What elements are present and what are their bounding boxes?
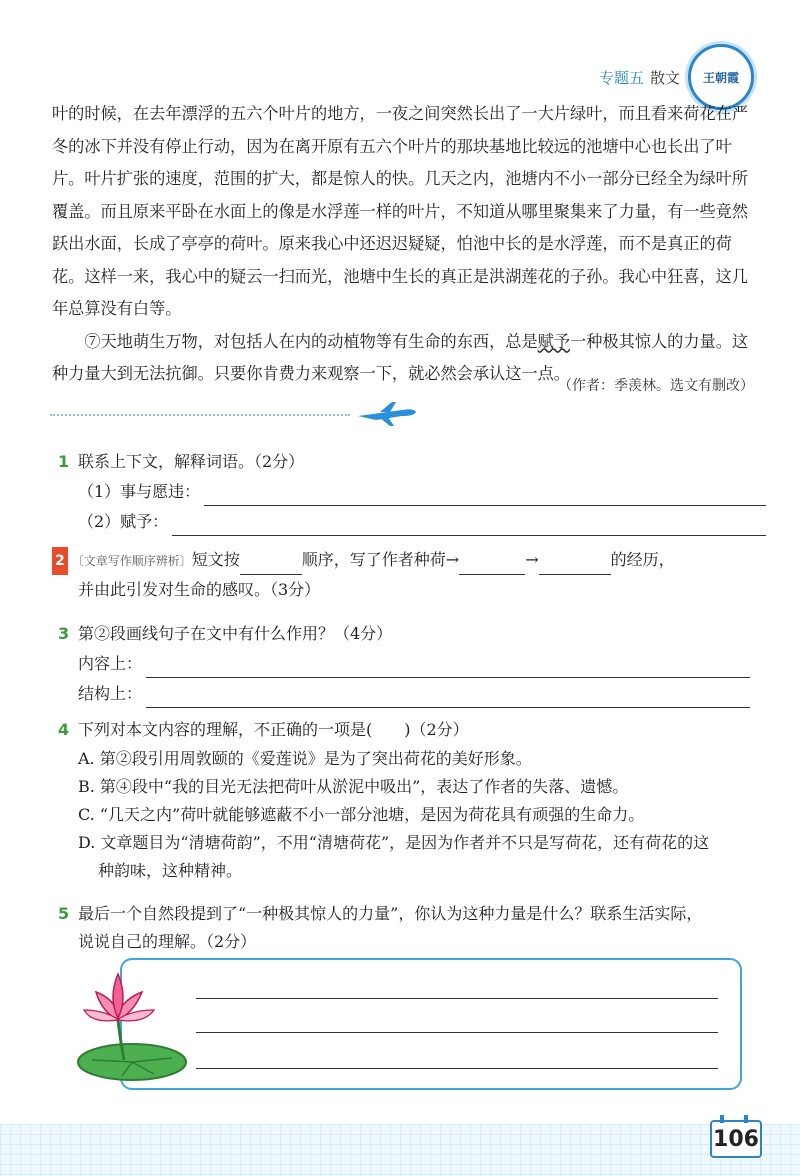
q1-text: 联系上下文，解释词语。（2分） (78, 452, 305, 471)
q5-answer-line-1[interactable] (196, 998, 718, 999)
q4-option-d-cont: 种韵味，这种精神。 (98, 861, 243, 880)
q1a-blank[interactable] (204, 485, 766, 506)
p7-text-a: ⑦天地萌生万物，对包括人在内的动植物等有生命的东西，总是 (84, 331, 538, 351)
p7-text-b: 一种极其惊人的力量。这种力量大到无法抗御。只要你肯费力来观察一下，就必然会承认这一点。 (52, 331, 749, 383)
logo-text: 王朝霞 (702, 70, 739, 85)
q3-number: 3 (58, 624, 70, 643)
q3-answer-structure (78, 680, 750, 708)
question-1 (58, 448, 304, 476)
q4-option-d[interactable]: D. 文章题目为“清塘荷韵”，不用“清塘荷花”，是因为作者并不只是写荷花，还有荷花的这 (78, 833, 710, 852)
q3b-label: 结构上： (78, 684, 143, 703)
q5-number: 5 (58, 904, 70, 923)
topic-number: 专题五 (598, 68, 644, 87)
q4-option-a[interactable]: A. 第②段引用周敦颐的《爱莲说》是为了突出荷花的美好形象。 (78, 749, 532, 768)
q2-tag: 〔文章写作顺序辨析〕 (71, 554, 192, 568)
q1b-blank[interactable] (172, 515, 766, 536)
topic-label (599, 67, 680, 88)
q3a-label: 内容上： (78, 654, 143, 673)
lotus-illustration-icon (62, 968, 188, 1090)
q5-text-1: 最后一个自然段提到了“一种极其惊人的力量”，你认为这种力量是什么？联系生活实际， (78, 904, 703, 923)
topic-name: 散文 (649, 68, 680, 87)
airplane-icon (356, 400, 418, 428)
q1-answer-a (78, 478, 766, 506)
q1-answer-b (78, 508, 766, 536)
q3b-blank[interactable] (146, 687, 750, 708)
q1b-label: （2）赋予： (78, 512, 169, 531)
reading-passage (52, 98, 756, 391)
question-4 (58, 716, 469, 744)
q2-text-2: 顺序，写了作者种荷→ (301, 550, 460, 569)
q2-blank-1[interactable] (240, 554, 302, 575)
q1a-label: （1）事与愿违： (78, 482, 201, 501)
q3a-blank[interactable] (146, 657, 750, 678)
divider-dotted (50, 414, 350, 416)
paragraph-continued: 叶的时候，在去年漂浮的五六个叶片的地方，一夜之间突然长出了一大片绿叶，而且看来荷花在严冬的冰下并没有停止行动，因为在离开原有五六个叶片的那块基地比较远的池塘中心也长出了叶片。叶片扩张的速度，范围的扩大，都是惊人的快。几天之内，池塘内不小一部分已经全为绿叶所覆盖。而且原来平卧在水面上的像是水浮莲一样的叶片，不知道从哪里聚集来了力量，有一些竟然跃出水面，长成了亭亭的荷叶。原来我心中还迟迟疑疑，怕池中长的是水浮莲，而不是真正的荷花。这样一来，我心中的疑云一扫而光，池塘中生长的真正是洪湖莲花的子孙。我心中狂喜，这几年总算没有白等。 (52, 104, 749, 318)
author-note: （作者：季羡林。选文有删改） (558, 378, 754, 394)
q5-line-2: 说说自己的理解。（2分） (78, 932, 257, 951)
question-3 (58, 620, 392, 648)
question-5 (58, 900, 702, 928)
q2-number: 2 (52, 547, 68, 575)
q4-option-c[interactable]: C. “几天之内”荷叶就能够遮蔽不小一部分池塘，是因为荷花具有顽强的生命力。 (78, 805, 645, 824)
page-number: 106 (710, 1120, 762, 1158)
q4-number: 4 (58, 720, 70, 739)
answer-box (120, 958, 742, 1090)
q2-blank-3[interactable] (539, 554, 611, 575)
q5-answer-line-3[interactable] (196, 1068, 718, 1069)
q5-answer-line-2[interactable] (196, 1032, 718, 1033)
q4-text: 下列对本文内容的理解，不正确的一项是( )（2分） (78, 720, 469, 739)
q2-line-2: 并由此引发对生命的感叹。（3分） (78, 580, 321, 599)
q2-text-1: 短文按 (191, 550, 240, 569)
bottom-grid-band (0, 1124, 800, 1176)
q2-text-4: 的经历， (610, 550, 675, 569)
q2-text-3: → (525, 550, 539, 569)
q4-option-b[interactable]: B. 第④段中“我的目光无法把荷叶从淤泥中吸出”，表达了作者的失落、遗憾。 (78, 777, 629, 796)
p7-emphasis: 赋予 (537, 331, 571, 351)
q2-blank-2[interactable] (459, 554, 525, 575)
q1-number: 1 (58, 452, 70, 471)
q3-answer-content (78, 650, 750, 678)
question-2 (52, 546, 675, 575)
q3-text: 第②段画线句子在文中有什么作用？（4分） (78, 624, 393, 643)
